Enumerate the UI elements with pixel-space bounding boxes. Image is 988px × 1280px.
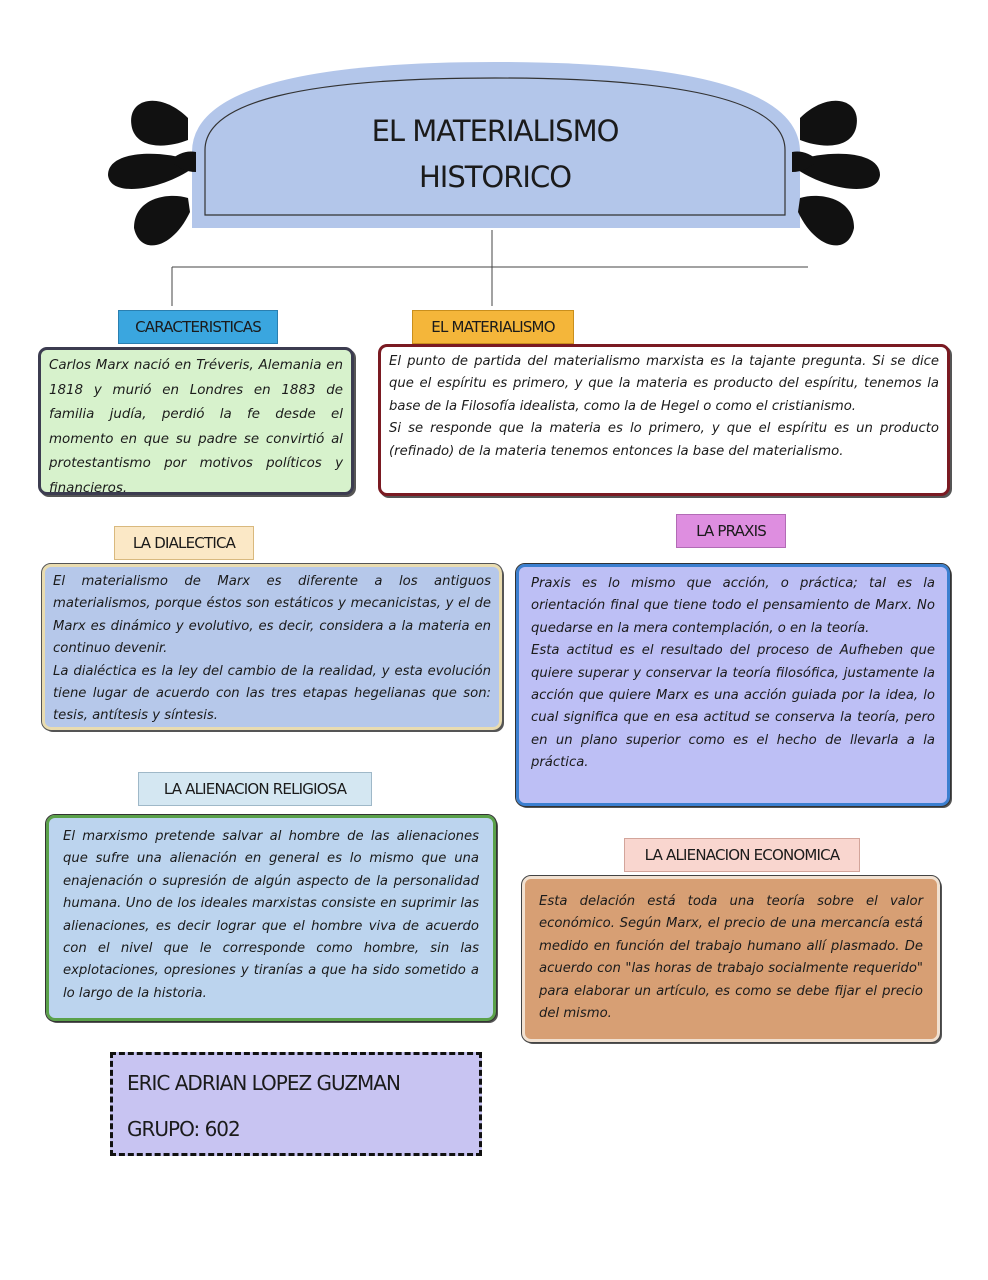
text-materialismo-1: El punto de partida del materialismo marxista es la tajante pregunta. Si se dice que el espíritu es primero, y que la materia es producto del espíritu, tenemos la base de la Filosofía idealista, como la de Hegel o como el cristianismo. (389, 354, 939, 414)
text-praxis-1: Praxis es lo mismo que acción, o práctica; tal es la orientación final que tiene todo el pensamiento de Marx. No quedarse en la mera contemplación, o en la teoría. (531, 576, 935, 636)
label-dialectica: LA DIALECTICA (114, 526, 254, 560)
flourish-left-icon (108, 101, 196, 246)
text-praxis-2: Esta actitud es el resultado del proceso de Aufheben que quiere superar y conservar la teoría filosófica, justamente la acción que quiere Marx es una acción guiada por la idea, lo cual significa que en esa actitud se conserva la teoría, pero en un plano superior como es el hecho de llevarla a la práctica. (531, 643, 935, 771)
author-group: GRUPO: 602 (127, 1117, 240, 1141)
text-dialectica-2: La dialéctica es la ley del cambio de la realidad, y esta evolución tiene lugar de acuerdo con las tres etapas hegelianas que son: tesis, antítesis y síntesis. (53, 663, 491, 724)
label-alienacion-religiosa: LA ALIENACION RELIGIOSA (138, 772, 372, 806)
text-alienacion-economica: Esta delación está toda una teoría sobre el valor económico. Según Marx, el precio de una mercancía está medido en función del trabajo humano allí plasmado. De acuerdo con "las horas de trabajo socialmente requerido" para elaborar un artículo, es como se debe fijar el precio del mismo. (539, 894, 923, 1022)
flourish-right-icon (792, 101, 880, 246)
text-dialectica-1: El materialismo de Marx es diferente a los antiguos materialismos, porque éstos son estáticos y mecanicistas, y el de Marx es dinámico y evolutivo, es decir, considera a la materia en continuo devenir. (53, 574, 491, 657)
title-line-1: EL MATERIALISMO (371, 114, 619, 148)
box-dialectica (42, 564, 502, 730)
title-line-2: HISTORICO (418, 160, 572, 194)
page-title (300, 108, 690, 200)
label-alienacion-economica: LA ALIENACION ECONOMICA (624, 838, 860, 872)
box-caracteristicas (38, 347, 354, 495)
label-caracteristicas: CARACTERISTICAS (118, 310, 278, 344)
text-materialismo-2: Si se responde que la materia es lo primero, y que el espíritu es un producto (refinado) de la materia tenemos entonces la base del materialismo. (389, 421, 939, 459)
box-materialismo (378, 344, 950, 496)
box-alienacion-religiosa (46, 815, 496, 1021)
text-caracteristicas: Carlos Marx nació en Tréveris, Alemania en 1818 y murió en Londres en 1883 de familia judía, perdió la fe desde el momento en que su padre se convirtió al protestantismo por motivos políticos y financieros. (49, 358, 343, 496)
label-materialismo: EL MATERIALISMO (412, 310, 574, 344)
box-praxis (516, 564, 950, 806)
text-alienacion-religiosa: El marxismo pretende salvar al hombre de las alienaciones que sufre una alienación en general es lo mismo que una enajenación o supresión de algún aspecto de la personalidad humana. Uno de los ideales marxistas consiste en suprimir las alienaciones, es decir lograr que el hombre viva de acuerdo con el nivel que le corresponde como hombre, sin las explotaciones, opresiones y tiranías a que ha sido sometido a lo largo de la historia. (63, 829, 479, 1001)
label-praxis: LA PRAXIS (676, 514, 786, 548)
author-name: ERIC ADRIAN LOPEZ GUZMAN (127, 1071, 400, 1095)
box-alienacion-economica (522, 876, 940, 1042)
author-box (110, 1052, 482, 1156)
